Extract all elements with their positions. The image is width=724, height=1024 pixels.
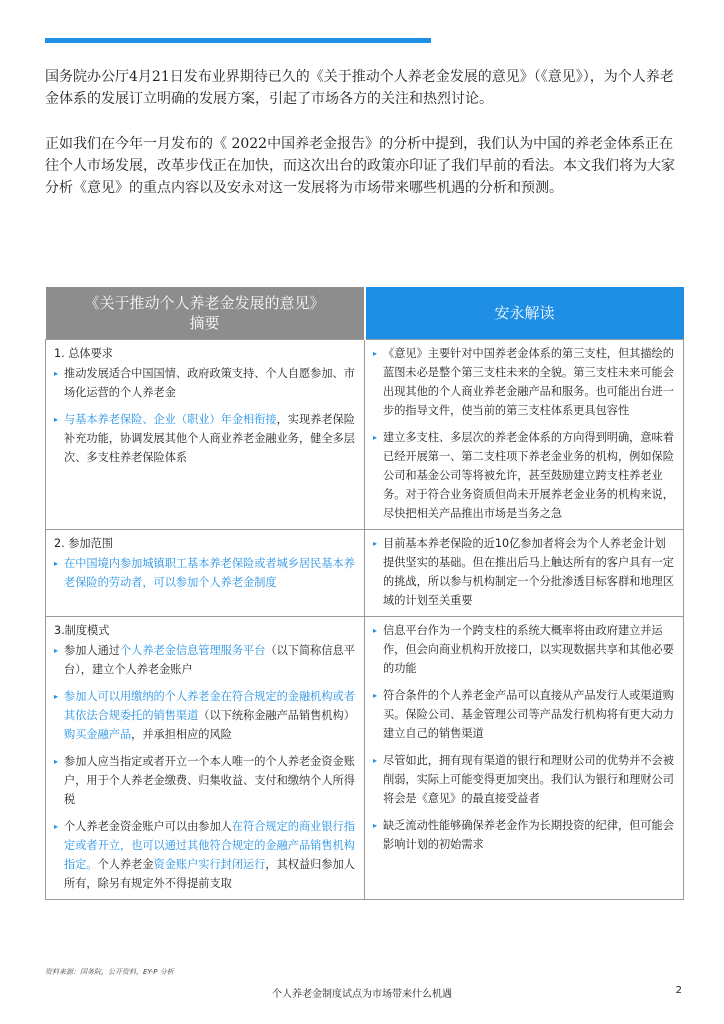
interpretation-bullet	[373, 751, 675, 808]
highlighted-text: 在符合规定的商业银行指定或者开立，也可以通过其他符合规定的金融产品销售机构指定。	[64, 820, 355, 871]
section-heading: 2. 参加范围	[54, 537, 113, 550]
summary-cell	[46, 340, 365, 530]
intro-paragraph-2: 正如我们在今年一月发布的《 2022中国养老金报告》的分析中提到，我们认为中国的养老金体系正在往个人市场发展，改革步伐正在加快，而这次出台的政策亦印证了我们早前的看法。本文我们将为大家分析《意见》的重点内容以及安永对这一发展将为市场带来哪些机遇的分析和预测。	[45, 136, 675, 196]
summary-cell	[46, 530, 365, 617]
highlighted-text: 参加人可以用缴纳的个人养老金在符合规定的金融机构或者其依法合规委托的销售渠道	[64, 690, 355, 722]
bullet-arrow-icon: ▸	[373, 756, 378, 765]
bullet-arrow-icon: ▸	[54, 559, 59, 568]
bullet-arrow-icon: ▸	[54, 415, 59, 424]
summary-bullet	[54, 364, 356, 402]
bullet-arrow-icon: ▸	[373, 691, 378, 700]
summary-bullet	[54, 817, 356, 893]
interpretation-bullet	[373, 621, 675, 678]
table-header-ey-interpretation: 安永解读	[365, 287, 684, 340]
table-row	[46, 617, 684, 900]
interpretation-bullet	[373, 534, 675, 610]
highlighted-text: 与基本养老保险、企业（职业）年金相衔接	[64, 413, 277, 426]
bullet-text: 参加人应当指定或者开立一个本人唯一的个人养老金资金账户，用于个人养老金缴费、归集收益、支付和缴纳个人所得税	[64, 755, 355, 806]
bullet-text: ，并承担相应的风险	[131, 728, 232, 741]
bullet-arrow-icon: ▸	[54, 646, 59, 655]
bullet-arrow-icon: ▸	[373, 626, 378, 635]
intro-paragraph-1: 国务院办公厅4月21日发布业界期待已久的《关于推动个人养老金发展的意见》（《意见》），为个人养老金体系的发展订立明确的发展方案，引起了市场各方的关注和热烈讨论。	[45, 69, 674, 107]
summary-bullet	[54, 687, 356, 744]
table-body	[46, 340, 684, 900]
highlighted-text: 个人养老金信息管理服务平台	[119, 644, 266, 657]
bullet-text: （以下统称金融产品销售机构）	[198, 709, 355, 722]
bullet-text: 缺乏流动性能够确保养老金作为长期投资的纪律，但可能会影响计划的初始需求	[383, 819, 674, 851]
interpretation-bullet	[373, 428, 675, 523]
section-heading: 3.制度模式	[54, 624, 110, 637]
table-header-summary	[46, 287, 365, 340]
bullet-text: 尽管如此，拥有现有渠道的银行和理财公司的优势并不会被削弱，实际上可能变得更加突出。我们认为银行和理财公司将会是《意见》的最直接受益者	[383, 754, 674, 805]
bullet-text: 《意见》主要针对中国养老金体系的第三支柱，但其描绘的蓝图未必是整个第三支柱未来的全貌。第三支柱未来可能会出现其他的个人商业养老金融产品和服务。也可能出台进一步的指导文件，使当前的第三支柱体系更具包容性	[383, 347, 674, 417]
table-row	[46, 340, 684, 530]
bullet-text: 符合条件的个人养老金产品可以直接从产品发行人或渠道购买。保险公司、基金管理公司等产品发行机构将有更大动力建立自己的销售渠道	[383, 689, 674, 740]
bullet-text: 建立多支柱、多层次的养老金体系的方向得到明确，意味着已经开展第一、第二支柱项下养老金业务的机构，例如保险公司和基金公司等将被允许，甚至鼓励建立跨支柱养老业务。对于符合业务资质但尚未开展养老金业务的机构来说，尽快把相关产品推出市场是当务之急	[383, 431, 674, 520]
bullet-arrow-icon: ▸	[54, 692, 59, 701]
bullet-text: 信息平台作为一个跨支柱的系统大概率将由政府建立并运作，但会向商业机构开放接口，以实现数据共享和其他必要的功能	[383, 624, 674, 675]
bullet-arrow-icon: ▸	[373, 433, 378, 442]
bullet-arrow-icon: ▸	[54, 369, 59, 378]
summary-bullet	[54, 554, 356, 592]
bullet-text: 个人养老金资金账户可以由参加人	[64, 820, 232, 833]
bullet-text: ，实现养老保险补充功能，协调发展其他个人商业养老金融业务，健全多层次、多支柱养老保险体系	[64, 413, 355, 464]
table-row	[46, 530, 684, 617]
bullet-arrow-icon: ▸	[54, 757, 59, 766]
interpretation-cell	[365, 530, 684, 617]
highlighted-text: 在中国境内参加城镇职工基本养老保险或者城乡居民基本养老保险的劳动者，可以参加个人养老金制度	[64, 557, 355, 589]
highlighted-text: 资金账户实行封闭运行	[153, 858, 266, 871]
interpretation-bullet	[373, 344, 675, 420]
source-note: 资料来源：国务院，公开资料，EY-P 分析	[45, 968, 174, 976]
bullet-arrow-icon: ▸	[373, 539, 378, 548]
interpretation-bullet	[373, 816, 675, 854]
bullet-text: 参加人通过	[64, 644, 120, 657]
footer-title: 个人养老金制度试点为市场带来什么机遇	[272, 989, 452, 1000]
interpretation-bullet	[373, 686, 675, 743]
section-heading: 1. 总体要求	[54, 347, 113, 360]
bullet-text: 个人养老金	[97, 858, 154, 871]
top-accent-rule	[45, 38, 431, 43]
bullet-text: ，其权益归参加人所有，除另有规定外不得提前支取	[64, 858, 355, 890]
bullet-arrow-icon: ▸	[373, 821, 378, 830]
highlighted-text: 购买金融产品	[64, 728, 132, 741]
bullet-text: 推动发展适合中国国情、政府政策支持、个人自愿参加、市场化运营的个人养老金	[64, 367, 355, 399]
summary-bullet	[54, 410, 356, 467]
table-header-summary-line2: 摘要	[189, 314, 220, 332]
opinion-summary-table	[45, 287, 684, 900]
summary-bullet	[54, 641, 356, 679]
table-header-summary-line1: 《关于推动个人养老金发展的意见》	[84, 294, 325, 312]
summary-cell	[46, 617, 365, 900]
bullet-arrow-icon: ▸	[54, 822, 59, 831]
bullet-arrow-icon: ▸	[373, 349, 378, 358]
page-number: 2	[675, 985, 682, 996]
interpretation-cell	[365, 617, 684, 900]
summary-bullet	[54, 752, 356, 809]
bullet-text: 目前基本养老保险的近10亿参加者将会为个人养老金计划提供坚实的基础。但在推出后马上触达所有的客户具有一定的挑战，所以参与机构制定一个分批渗透目标客群和地理区域的计划至关重要	[383, 537, 674, 607]
bullet-text: （以下简称信息平台），建立个人养老金账户	[64, 644, 355, 676]
interpretation-cell	[365, 340, 684, 530]
